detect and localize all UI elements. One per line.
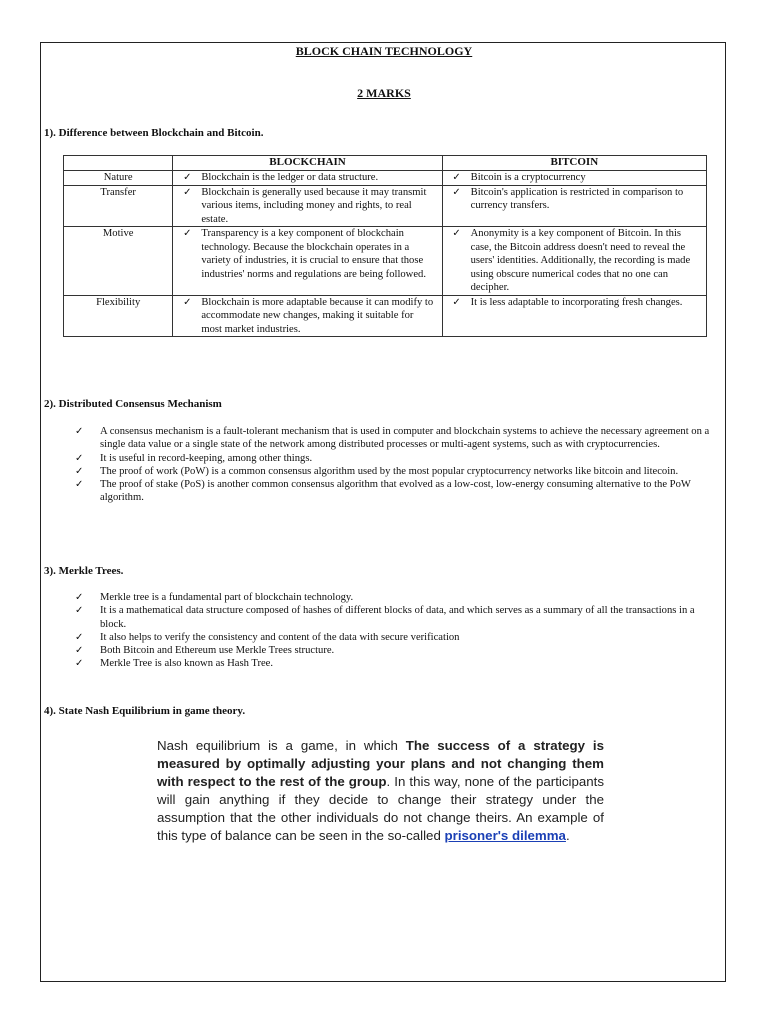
blockchain-cell: Blockchain is generally used because it may transmit various items, including money and rights, to real estate.: [201, 186, 427, 225]
row-label: Nature: [64, 171, 173, 186]
bitcoin-cell: It is less adaptable to incorporating fresh changes.: [470, 296, 683, 308]
merkle-list: [75, 591, 715, 671]
table-header-bitcoin: BITCOIN: [442, 156, 706, 171]
checkmark-icon: ✓: [75, 426, 84, 437]
checkmark-icon: ✓: [452, 228, 461, 239]
table-header-blockchain: BLOCKCHAIN: [173, 156, 442, 171]
list-item: ✓ Merkle tree is a fundamental part of blockchain technology.: [75, 592, 354, 603]
bitcoin-cell: Bitcoin's application is restricted in comparison to currency transfers.: [470, 186, 684, 211]
checkmark-icon: ✓: [75, 452, 84, 464]
checkmark-icon: ✓: [75, 631, 84, 643]
question-1-title: 1). Difference between Blockchain and Bitcoin.: [44, 127, 264, 139]
blockchain-cell: Transparency is a key component of blockchain technology. Because the blockchain operates in a variety of industries, it is crucial to ensure that those industries' norms and regulations are being followed.: [201, 228, 426, 280]
checkmark-icon: ✓: [75, 479, 84, 491]
blockchain-cell: Blockchain is more adaptable because it can modify to accommodate new changes, making it suitable for most market industries.: [201, 296, 434, 335]
checkmark-icon: ✓: [452, 296, 461, 308]
table-header-row: [64, 156, 707, 171]
row-label: Flexibility: [64, 295, 173, 337]
checkmark-icon: ✓: [75, 605, 84, 617]
list-item: ✓ The proof of work (PoW) is a common consensus algorithm used by the most popular cryptocurrency networks like bitcoin and litecoin.: [75, 465, 679, 477]
checkmark-icon: ✓: [183, 172, 192, 183]
question-3-title: 3). Merkle Trees.: [44, 565, 124, 577]
table-row: [64, 227, 707, 296]
checkmark-icon: ✓: [75, 465, 84, 477]
nash-equilibrium-paragraph: Nash equilibrium is a game, in which The success of a strategy is measured by optimally adjusting your plans and not changing them with respect to the rest of the group. In this way, none of the participants will gain anything if they decide to change their strategy under the assumption that the other individuals do not change theirs. An example of this type of balance can be seen in the so-called prisoner's dilemma.: [157, 738, 605, 843]
section-header: 2 MARKS: [357, 86, 411, 100]
consensus-list: [75, 425, 715, 505]
row-label: Transfer: [64, 185, 173, 227]
checkmark-icon: ✓: [75, 592, 84, 603]
prisoners-dilemma-link[interactable]: prisoner's dilemma: [444, 828, 566, 843]
table-row: [64, 171, 707, 186]
list-item: ✓ It also helps to verify the consistency and content of the data with secure verification: [75, 631, 460, 643]
list-item: ✓ It is a mathematical data structure composed of hashes of different blocks of data, and which serves as a summary of all the transactions in a block.: [75, 605, 695, 630]
bitcoin-cell: Anonymity is a key component of Bitcoin. In this case, the Bitcoin address doesn't need to reveal the users' identities. Additionally, the recording is made using obscure numerical codes that no one can decipher.: [470, 228, 691, 293]
checkmark-icon: ✓: [452, 186, 461, 198]
blockchain-cell: Blockchain is the ledger or data structure.: [201, 172, 379, 183]
table-header-empty: [64, 156, 173, 171]
bitcoin-cell: Bitcoin is a cryptocurrency: [470, 172, 586, 183]
checkmark-icon: ✓: [452, 172, 461, 183]
list-item: ✓ It is useful in record-keeping, among other things.: [75, 452, 313, 464]
checkmark-icon: ✓: [75, 658, 84, 670]
question-2-title: 2). Distributed Consensus Mechanism: [44, 398, 222, 410]
comparison-table: [63, 155, 707, 337]
row-label: Motive: [64, 227, 173, 296]
list-item: ✓ Merkle Tree is also known as Hash Tree.: [75, 658, 274, 670]
list-item: ✓ The proof of stake (PoS) is another common consensus algorithm that evolved as a low-cost, low-energy consuming alternative to the PoW algorithm.: [75, 479, 691, 504]
checkmark-icon: ✓: [183, 228, 192, 239]
question-4-title: 4). State Nash Equilibrium in game theory.: [44, 705, 246, 717]
list-item: ✓ A consensus mechanism is a fault-tolerant mechanism that is used in computer and blockchain systems to achieve the necessary agreement on a single data value or a single state of the network among distributed processes or multi-agent systems, such as with cryptocurrencies.: [75, 426, 710, 451]
nash-bold-phrase: The success of a strategy is measured by optimally adjusting your plans and not changing them with respect to the rest of the group: [157, 738, 605, 789]
table-row: [64, 295, 707, 337]
checkmark-icon: ✓: [183, 296, 192, 308]
list-item: ✓ Both Bitcoin and Ethereum use Merkle Trees structure.: [75, 645, 335, 657]
table-row: [64, 185, 707, 227]
checkmark-icon: ✓: [183, 186, 192, 198]
document-title: BLOCK CHAIN TECHNOLOGY: [295, 44, 473, 58]
checkmark-icon: ✓: [75, 645, 84, 657]
